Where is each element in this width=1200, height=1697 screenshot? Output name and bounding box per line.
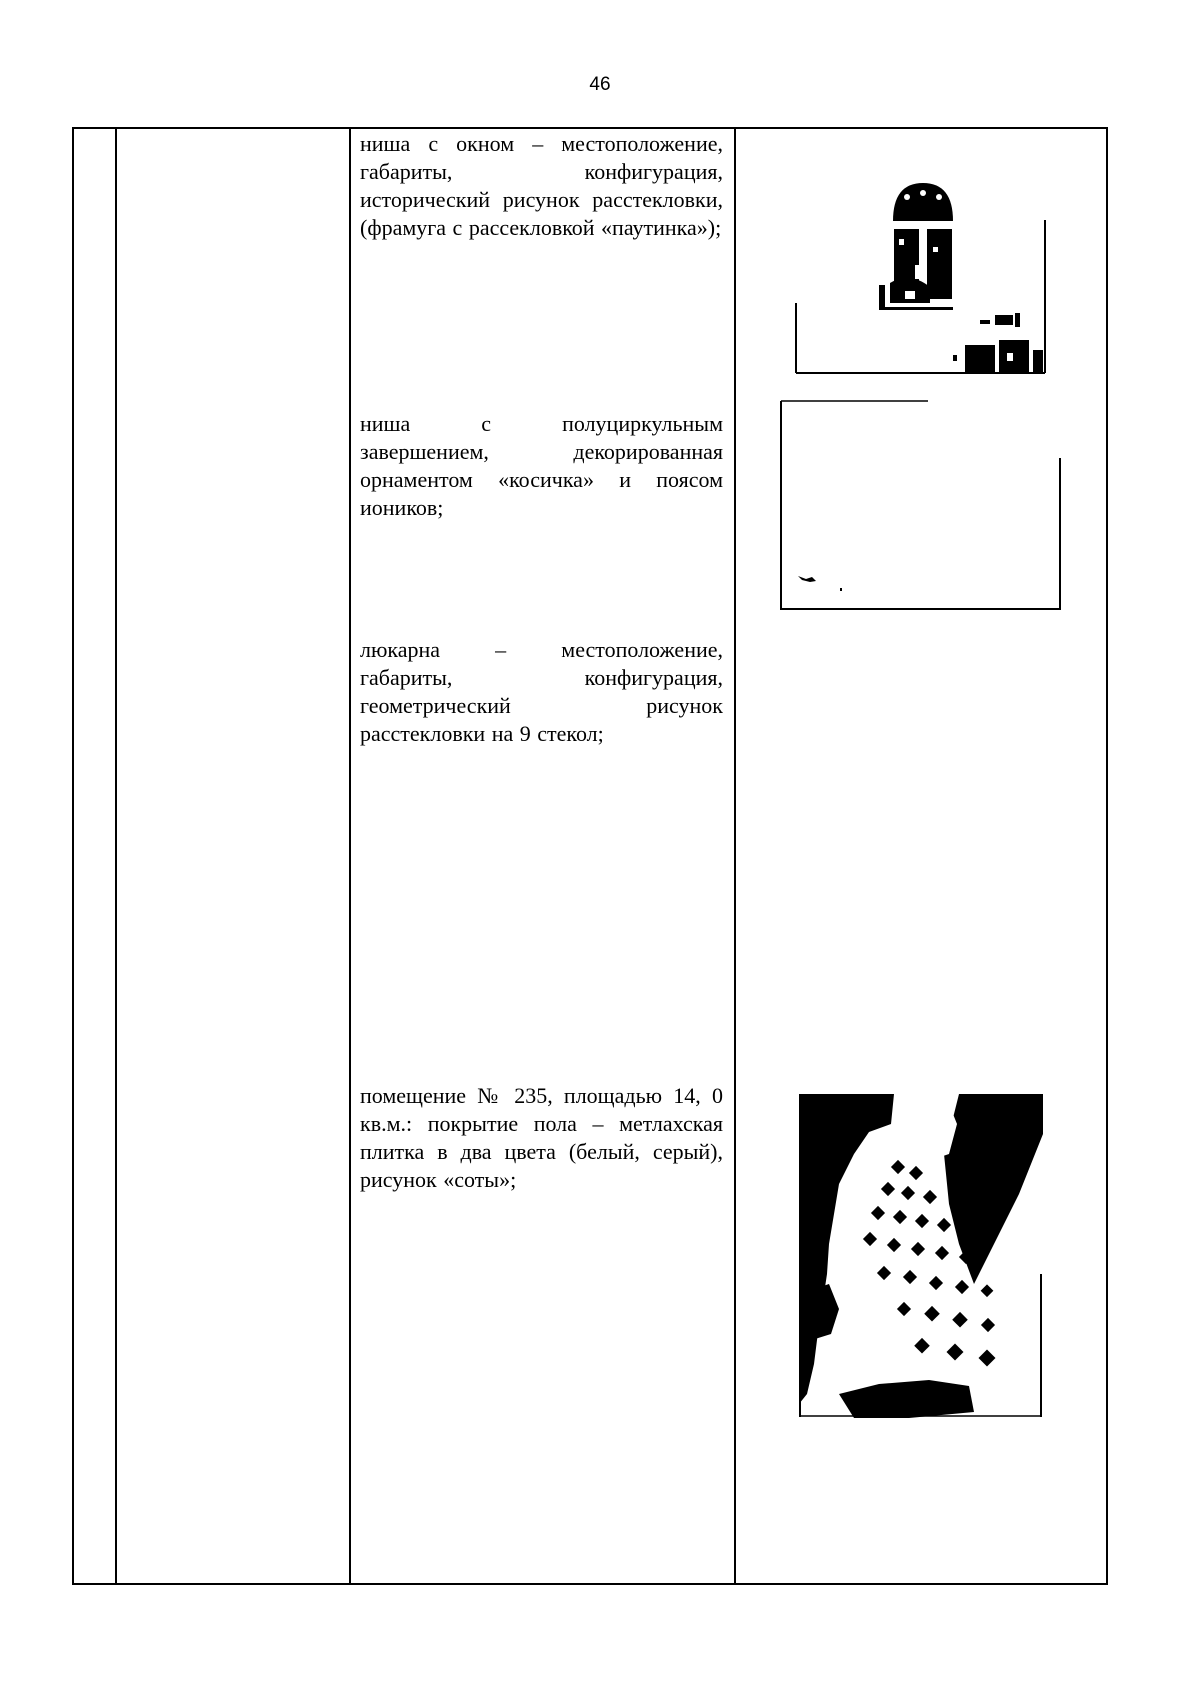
photo-window-niche [795, 175, 1048, 375]
element-description: люкарна – местоположение, габариты, конфигурация, геометрический рисунок расстекловки на 9 стекол; [360, 637, 723, 746]
photo-semicircular-niche [780, 400, 1062, 611]
element-description: ниша с окном – местоположение, габариты, конфигурация, исторический рисунок расстекловки, (фрамуга с рассекловкой «паутинка»); [360, 131, 723, 240]
column-divider [115, 129, 117, 1583]
column-divider [734, 129, 736, 1583]
column-divider [349, 129, 351, 1583]
element-description: помещение № 235, площадью 14, 0 кв.м.: покрытие пола – метлахская плитка в два цвета (белый, серый), рисунок «соты»; [360, 1083, 723, 1192]
element-description: ниша с полуциркульным завершением, декорированная орнаментом «косичка» и поясом иоников; [360, 411, 723, 520]
page-number: 46 [589, 74, 611, 95]
photo-floor-tiles [799, 1094, 1043, 1418]
